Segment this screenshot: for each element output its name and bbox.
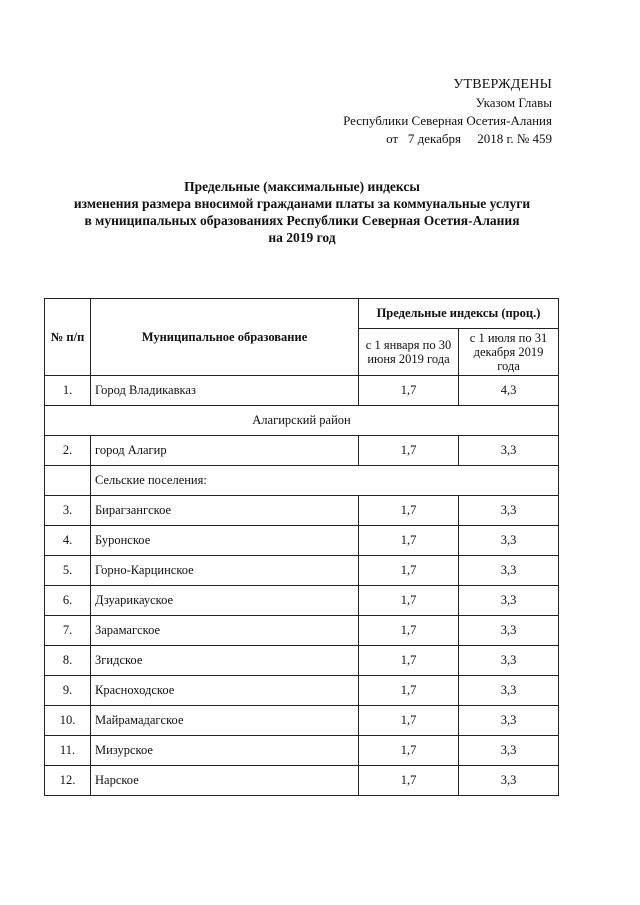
section-alagir: Алагирский район xyxy=(45,406,559,436)
subsection-empty-cell xyxy=(45,466,91,496)
table-row xyxy=(45,526,559,556)
approval-number: № 459 xyxy=(516,131,552,146)
table-row xyxy=(45,586,559,616)
indices-table xyxy=(44,298,559,796)
row-name: Бирагзангское xyxy=(91,496,359,526)
document-title xyxy=(40,178,564,246)
row-number: 12. xyxy=(45,766,91,796)
table-row xyxy=(45,736,559,766)
row-value-1: 1,7 xyxy=(359,586,459,616)
table-row xyxy=(45,706,559,736)
row-number: 7. xyxy=(45,616,91,646)
section-row xyxy=(45,406,559,436)
header-municipality: Муниципальное образование xyxy=(91,299,359,376)
subsection-rural: Сельские поселения: xyxy=(91,466,559,496)
row-value-2: 4,3 xyxy=(459,376,559,406)
approval-republic: Республики Северная Осетия-Алания xyxy=(343,113,552,128)
row-number: 9. xyxy=(45,676,91,706)
row-name: Дзуарикауское xyxy=(91,586,359,616)
row-number: 6. xyxy=(45,586,91,616)
row-value-2: 3,3 xyxy=(459,706,559,736)
header-period-2: с 1 июля по 31 декабря 2019 года xyxy=(459,329,559,376)
subsection-row xyxy=(45,466,559,496)
row-value-1: 1,7 xyxy=(359,526,459,556)
row-value-2: 3,3 xyxy=(459,496,559,526)
title-line-1: Предельные (максимальные) индексы xyxy=(184,179,420,194)
row-value-2: 3,3 xyxy=(459,766,559,796)
row-value-1: 1,7 xyxy=(359,376,459,406)
row-name: Зарамагское xyxy=(91,616,359,646)
row-name: Нарское xyxy=(91,766,359,796)
row-number: 1. xyxy=(45,376,91,406)
approval-from: от xyxy=(386,131,399,146)
approval-year: 2018 г. xyxy=(477,131,514,146)
row-name: Буронское xyxy=(91,526,359,556)
row-name: город Алагир xyxy=(91,436,359,466)
title-line-4: на 2019 год xyxy=(268,230,336,245)
title-line-3: в муниципальных образованиях Республики Северная Осетия-Алания xyxy=(84,213,520,228)
table-row xyxy=(45,496,559,526)
row-value-1: 1,7 xyxy=(359,556,459,586)
row-name: Горно-Карцинское xyxy=(91,556,359,586)
row-name: Мизурское xyxy=(91,736,359,766)
row-value-1: 1,7 xyxy=(359,436,459,466)
row-number: 4. xyxy=(45,526,91,556)
approval-heading: УТВЕРЖДЕНЫ xyxy=(453,77,552,92)
row-value-1: 1,7 xyxy=(359,646,459,676)
row-value-1: 1,7 xyxy=(359,496,459,526)
table-body xyxy=(45,376,559,796)
table-row xyxy=(45,376,559,406)
row-name: Майрамадагское xyxy=(91,706,359,736)
row-number: 10. xyxy=(45,706,91,736)
row-value-2: 3,3 xyxy=(459,436,559,466)
approval-date: 7 декабря xyxy=(407,131,461,146)
table-row xyxy=(45,676,559,706)
row-number: 2. xyxy=(45,436,91,466)
header-number: № п/п xyxy=(45,299,91,376)
approval-date-line xyxy=(343,130,552,148)
title-line-2: изменения размера вносимой гражданами платы за коммунальные услуги xyxy=(73,196,531,211)
approval-decree: Указом Главы xyxy=(475,95,552,110)
row-number: 3. xyxy=(45,496,91,526)
row-value-2: 3,3 xyxy=(459,586,559,616)
row-value-1: 1,7 xyxy=(359,676,459,706)
table-row xyxy=(45,766,559,796)
row-value-2: 3,3 xyxy=(459,526,559,556)
header-period-1: с 1 января по 30 июня 2019 года xyxy=(359,329,459,376)
row-value-2: 3,3 xyxy=(459,676,559,706)
header-indices: Предельные индексы (проц.) xyxy=(359,299,559,329)
row-value-1: 1,7 xyxy=(359,706,459,736)
table-row xyxy=(45,436,559,466)
approval-stamp xyxy=(343,76,552,148)
row-value-1: 1,7 xyxy=(359,766,459,796)
table-row xyxy=(45,556,559,586)
row-value-2: 3,3 xyxy=(459,736,559,766)
row-value-1: 1,7 xyxy=(359,736,459,766)
row-name: Город Владикавказ xyxy=(91,376,359,406)
row-name: Згидское xyxy=(91,646,359,676)
table-row xyxy=(45,616,559,646)
row-value-2: 3,3 xyxy=(459,616,559,646)
row-number: 8. xyxy=(45,646,91,676)
row-name: Красноходское xyxy=(91,676,359,706)
row-number: 5. xyxy=(45,556,91,586)
row-value-2: 3,3 xyxy=(459,556,559,586)
table-row xyxy=(45,646,559,676)
row-value-2: 3,3 xyxy=(459,646,559,676)
row-number: 11. xyxy=(45,736,91,766)
row-value-1: 1,7 xyxy=(359,616,459,646)
